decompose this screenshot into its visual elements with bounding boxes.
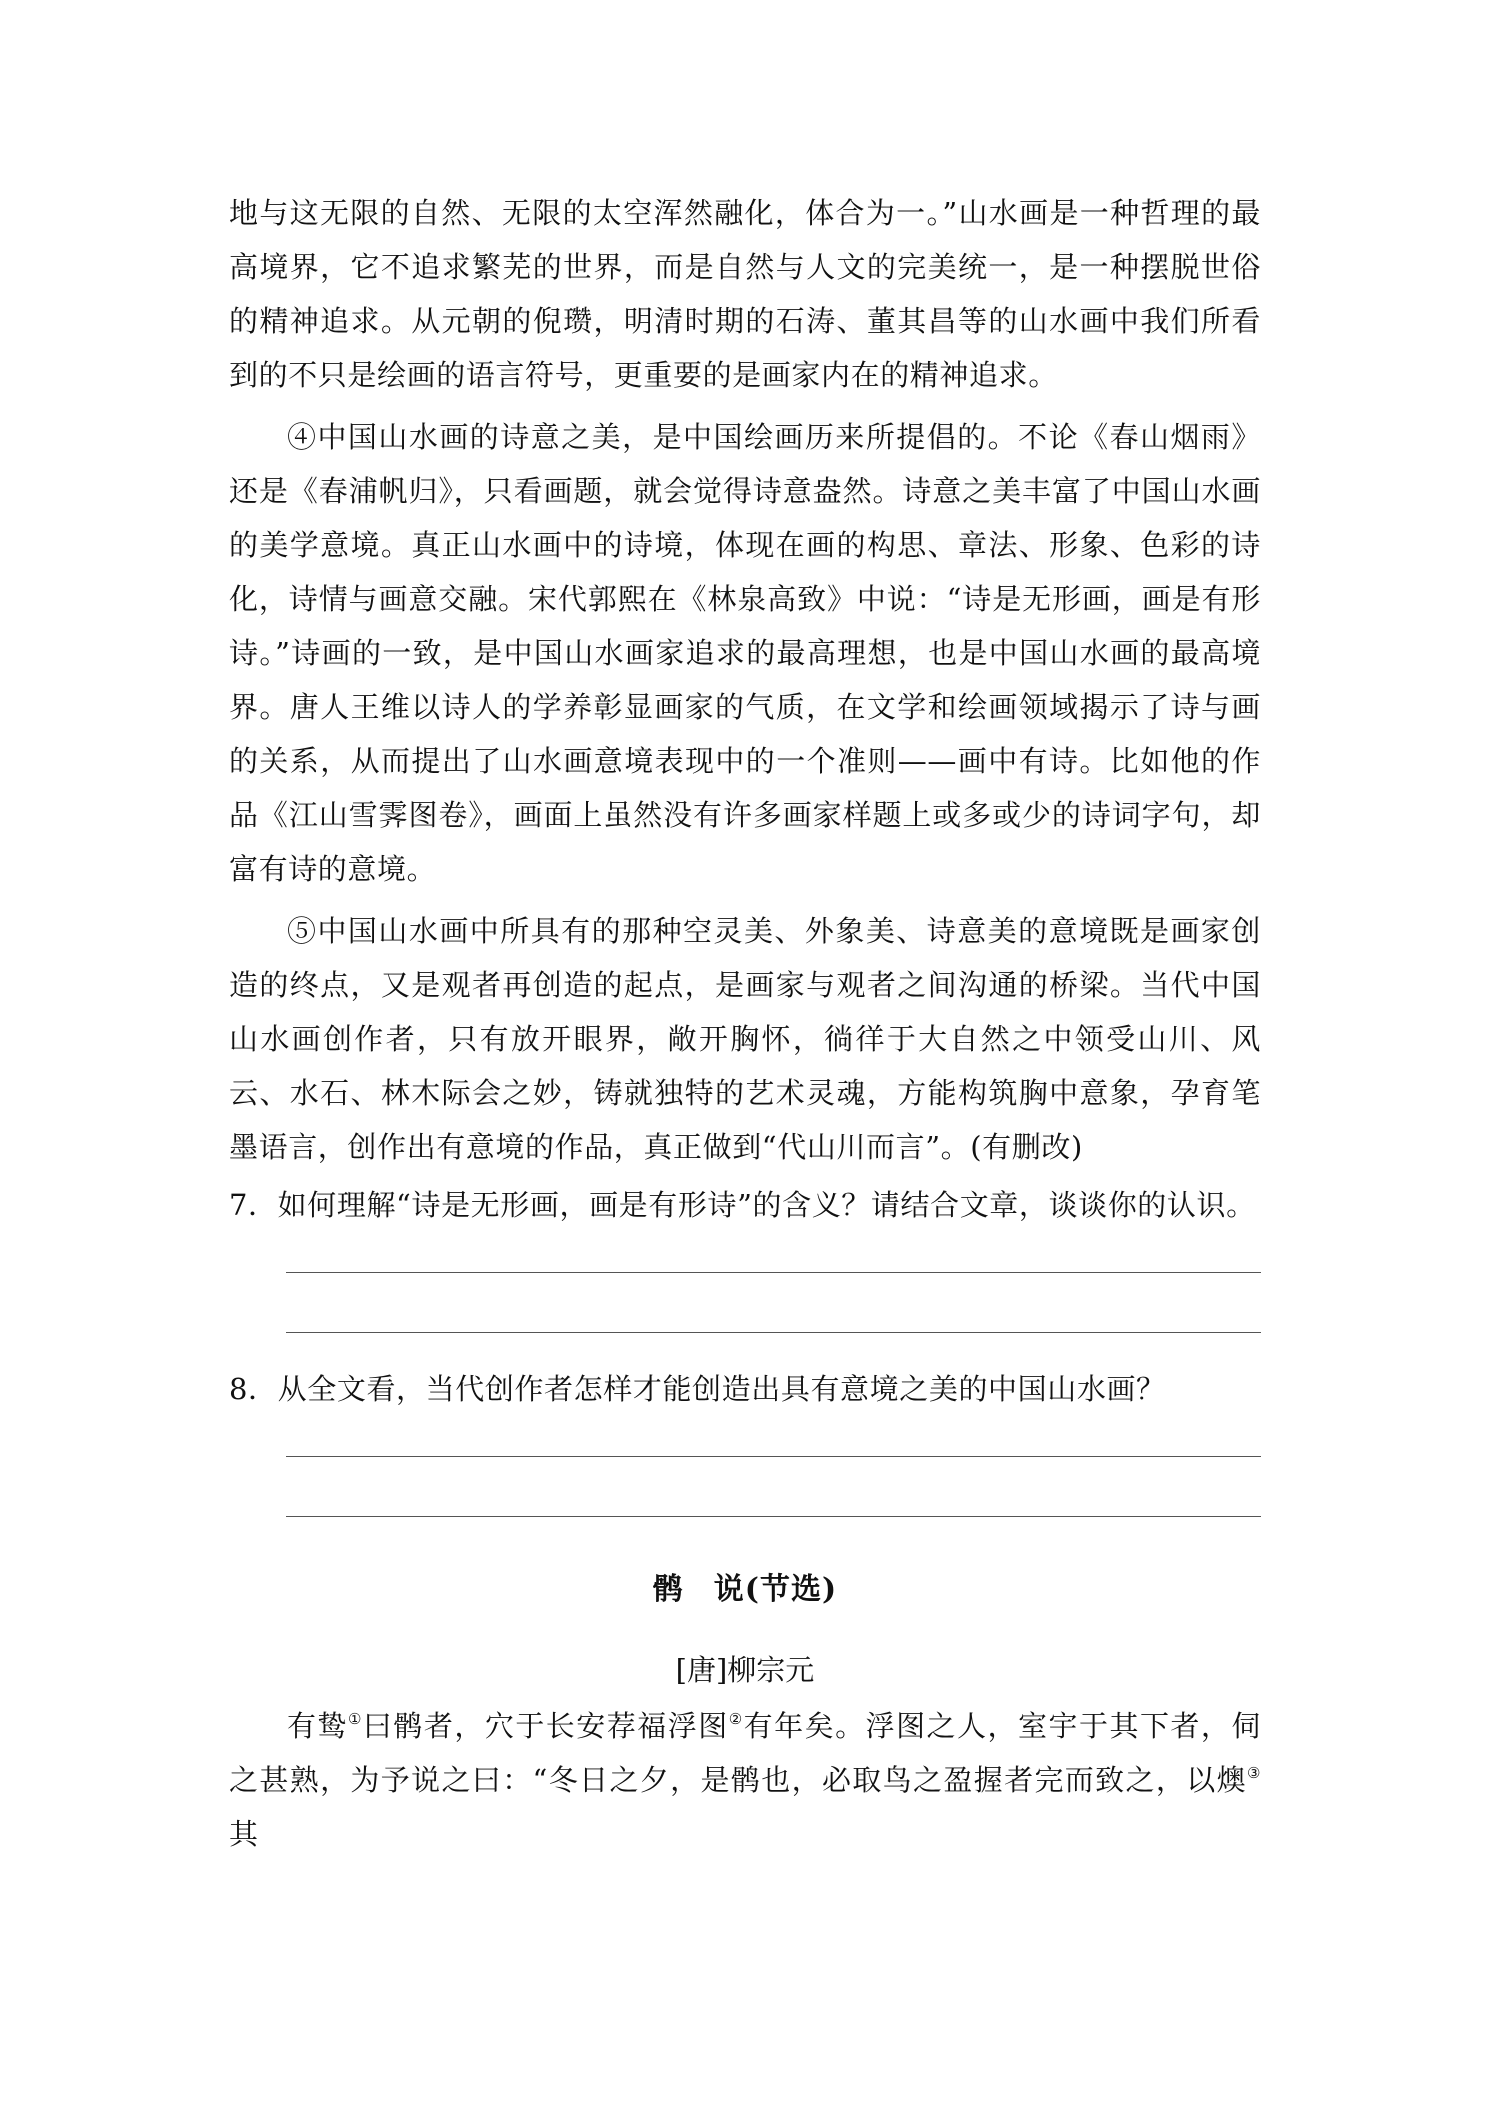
passage-paragraph-5: ⑤中国山水画中所具有的那种空灵美、外象美、诗意美的意境既是画家创造的终点，又是观者再创造的起点，是画家与观者之间沟通的桥梁。当代中国山水画创作者，只有放开眼界，敞开胸怀，徜徉于大自然之中领受山川、风云、水石、林木际会之妙，铸就独特的艺术灵魂，方能构筑胸中意象，孕育笔墨语言，创作出有意境的作品，真正做到“代山川而言”。(有删改) bbox=[229, 914, 1261, 1164]
classical-text-author: [唐]柳宗元 bbox=[675, 1653, 815, 1687]
classical-text-seg-4: 其 bbox=[229, 1817, 259, 1851]
content-area bbox=[229, 186, 1261, 1861]
footnote-marker-3: ③ bbox=[1246, 1764, 1261, 1782]
footnote-marker-1: ① bbox=[347, 1710, 363, 1728]
classical-text-seg-1: 有鸷 bbox=[287, 1709, 348, 1743]
question-8: 8．从全文看，当代创作者怎样才能创造出具有意境之美的中国山水画？ bbox=[229, 1372, 1166, 1406]
title-char-2: 说 bbox=[713, 1572, 745, 1607]
footnote-marker-2: ② bbox=[728, 1710, 744, 1728]
passage-paragraph-4: ④中国山水画的诗意之美，是中国绘画历来所提倡的。不论《春山烟雨》还是《春浦帆归》，只看画题，就会觉得诗意盎然。诗意之美丰富了中国山水画的美学意境。真正山水画中的诗境，体现在画的构思、章法、形象、色彩的诗化，诗情与画意交融。宋代郭熙在《林泉高致》中说：“诗是无形画，画是有形诗。”诗画的一致，是中国山水画家追求的最高理想，也是中国山水画的最高境界。唐人王维以诗人的学养彰显画家的气质，在文学和绘画领域揭示了诗与画的关系，从而提出了山水画意境表现中的一个准则——画中有诗。比如他的作品《江山雪霁图卷》，画面上虽然没有许多画家样题上或多或少的诗词字句，却富有诗的意境。 bbox=[229, 420, 1261, 886]
question-7: 7．如何理解“诗是无形画，画是有形诗”的含义？请结合文章，谈谈你的认识。 bbox=[229, 1188, 1256, 1222]
classical-text-seg-2: 曰鹘者，穴于长安荐福浮图 bbox=[362, 1709, 729, 1743]
title-char-1: 鹘 bbox=[652, 1572, 684, 1607]
classical-paragraph-1 bbox=[229, 1699, 1261, 1861]
title-subtitle: (节选) bbox=[744, 1572, 838, 1607]
passage-paragraph-3-tail: 地与这无限的自然、无限的太空浑然融化，体合为一。”山水画是一种哲理的最高境界，它不追求繁芜的世界，而是自然与人文的完美统一，是一种摆脱世俗的精神追求。从元朝的倪瓒，明清时期的石涛、董其昌等的山水画中我们所看到的不只是绘画的语言符号，更重要的是画家内在的精神追求。 bbox=[229, 196, 1261, 392]
classical-text-title bbox=[229, 1564, 1261, 1608]
classical-text-seg-3: 有年矣。浮图之人，室宇于其下者，伺之甚熟，为予说之曰：“冬日之夕，是鹘也，必取鸟之盈握者完而致之，以燠 bbox=[229, 1709, 1261, 1797]
answer-line-q7-2[interactable] bbox=[286, 1332, 1261, 1334]
